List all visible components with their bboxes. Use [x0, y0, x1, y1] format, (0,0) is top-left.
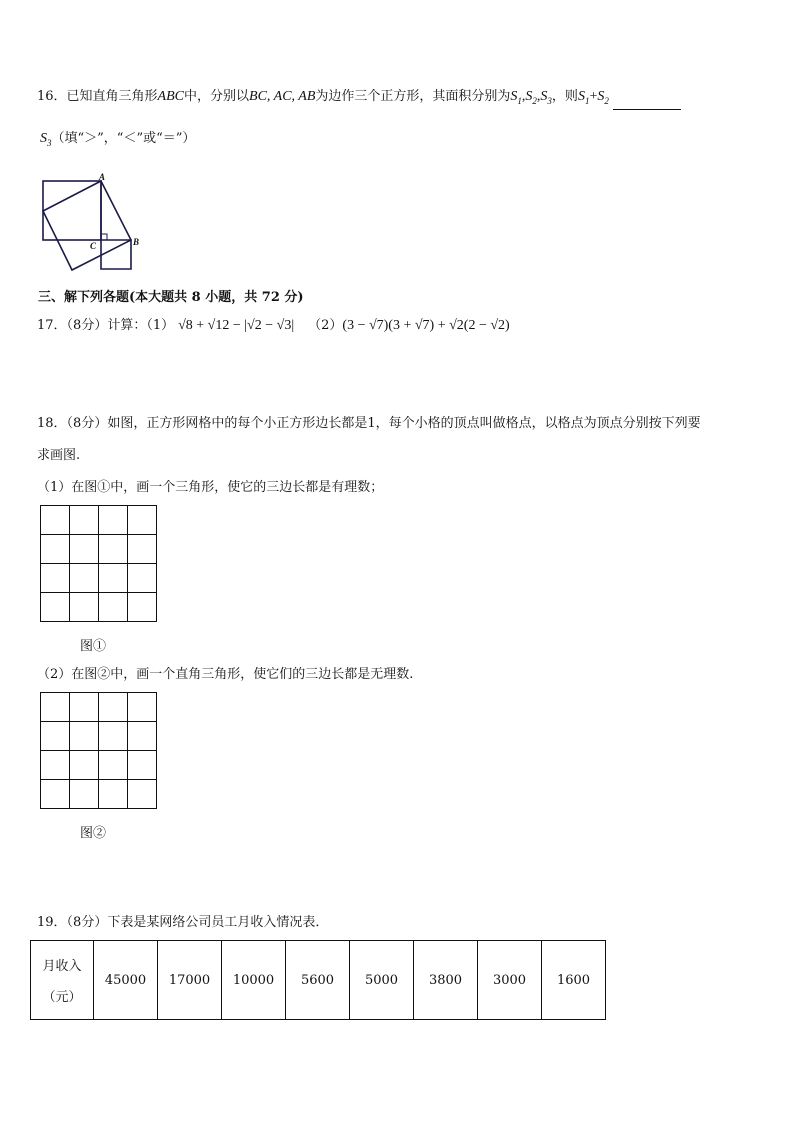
q17-prefix: 17．（8分）计算：（1） — [37, 318, 175, 333]
q18-part2: （2）在图②中，画一个直角三角形，使它们的三边长都是无理数. — [37, 667, 414, 682]
income-cell: 1600 — [542, 941, 606, 1020]
square-on-ac — [43, 181, 101, 240]
area-s1: $S_1$ — [510, 89, 522, 106]
area-s3: $S_3$ — [540, 89, 552, 106]
area-s2: $S_2$ — [525, 89, 537, 106]
income-cell: 17000 — [158, 941, 222, 1020]
figure-2-caption: 图② — [80, 826, 107, 841]
q17-line — [37, 317, 510, 335]
triangle-name: ABC — [157, 89, 184, 104]
income-cell: 5600 — [286, 941, 350, 1020]
q17-expr2: (3 − √7)(3 + √7) + √2(2 − √2) — [342, 318, 510, 333]
q18-part1: （1）在图①中，画一个三角形，使它的三边长都是有理数； — [37, 480, 384, 495]
grid-figure-1[interactable] — [40, 505, 157, 622]
income-cell: 5000 — [350, 941, 414, 1020]
q18-line2: 求画图. — [37, 448, 81, 463]
pythagoras-figure — [38, 170, 148, 275]
table-row — [31, 941, 606, 1020]
q16-fill-hint: （填“＞”，“＜”或“＝”） — [51, 131, 196, 146]
income-cell: 3000 — [478, 941, 542, 1020]
answer-blank[interactable] — [613, 96, 681, 110]
section-title: 三、解下列各题(本大题共 8 小题，共 72 分) — [38, 290, 304, 305]
q17-part2-label: （2） — [308, 318, 343, 333]
label-a: A — [99, 172, 106, 182]
income-table — [30, 940, 606, 1020]
q16-prefix: 16．已知直角三角形 — [37, 89, 158, 104]
q16-mid1: 中，分别以 — [184, 89, 250, 104]
right-angle-mark — [101, 234, 107, 240]
q16-line1: 16．已知直角三角形ABC中，分别以BC, AC, AB为边作三个正方形，其面积分别为$S_1,S_2,S_3$，则$S_1+S_2$ — [37, 88, 681, 110]
square-on-bc — [101, 240, 131, 269]
q18-line1: 18．（8分）如图，正方形网格中的每个小正方形边长都是1，每个小格的顶点叫做格点，以格点为顶点分别按下列要 — [37, 416, 701, 431]
square-on-ab — [43, 181, 131, 270]
q16-line2: $S_3$（填“＞”，“＜”或“＝”） — [40, 131, 196, 148]
q16-then: ，则 — [551, 89, 578, 104]
side-names: BC, AC, AB — [249, 89, 316, 104]
q16-mid2: 为边作三个正方形，其面积分别为 — [315, 89, 511, 104]
income-cell: 10000 — [222, 941, 286, 1020]
label-b: B — [133, 237, 140, 247]
income-cell: 3800 — [414, 941, 478, 1020]
header-cell: 月收入 （元） — [31, 941, 94, 1020]
label-c: C — [90, 241, 97, 251]
q17-expr1: √8 + √12 − |√2 − √3| — [178, 318, 295, 333]
q19-title: 19．（8分）下表是某网络公司员工月收入情况表． — [37, 915, 329, 930]
income-cell: 45000 — [94, 941, 158, 1020]
figure-1-caption: 图① — [80, 639, 107, 654]
grid-figure-2[interactable] — [40, 692, 157, 809]
